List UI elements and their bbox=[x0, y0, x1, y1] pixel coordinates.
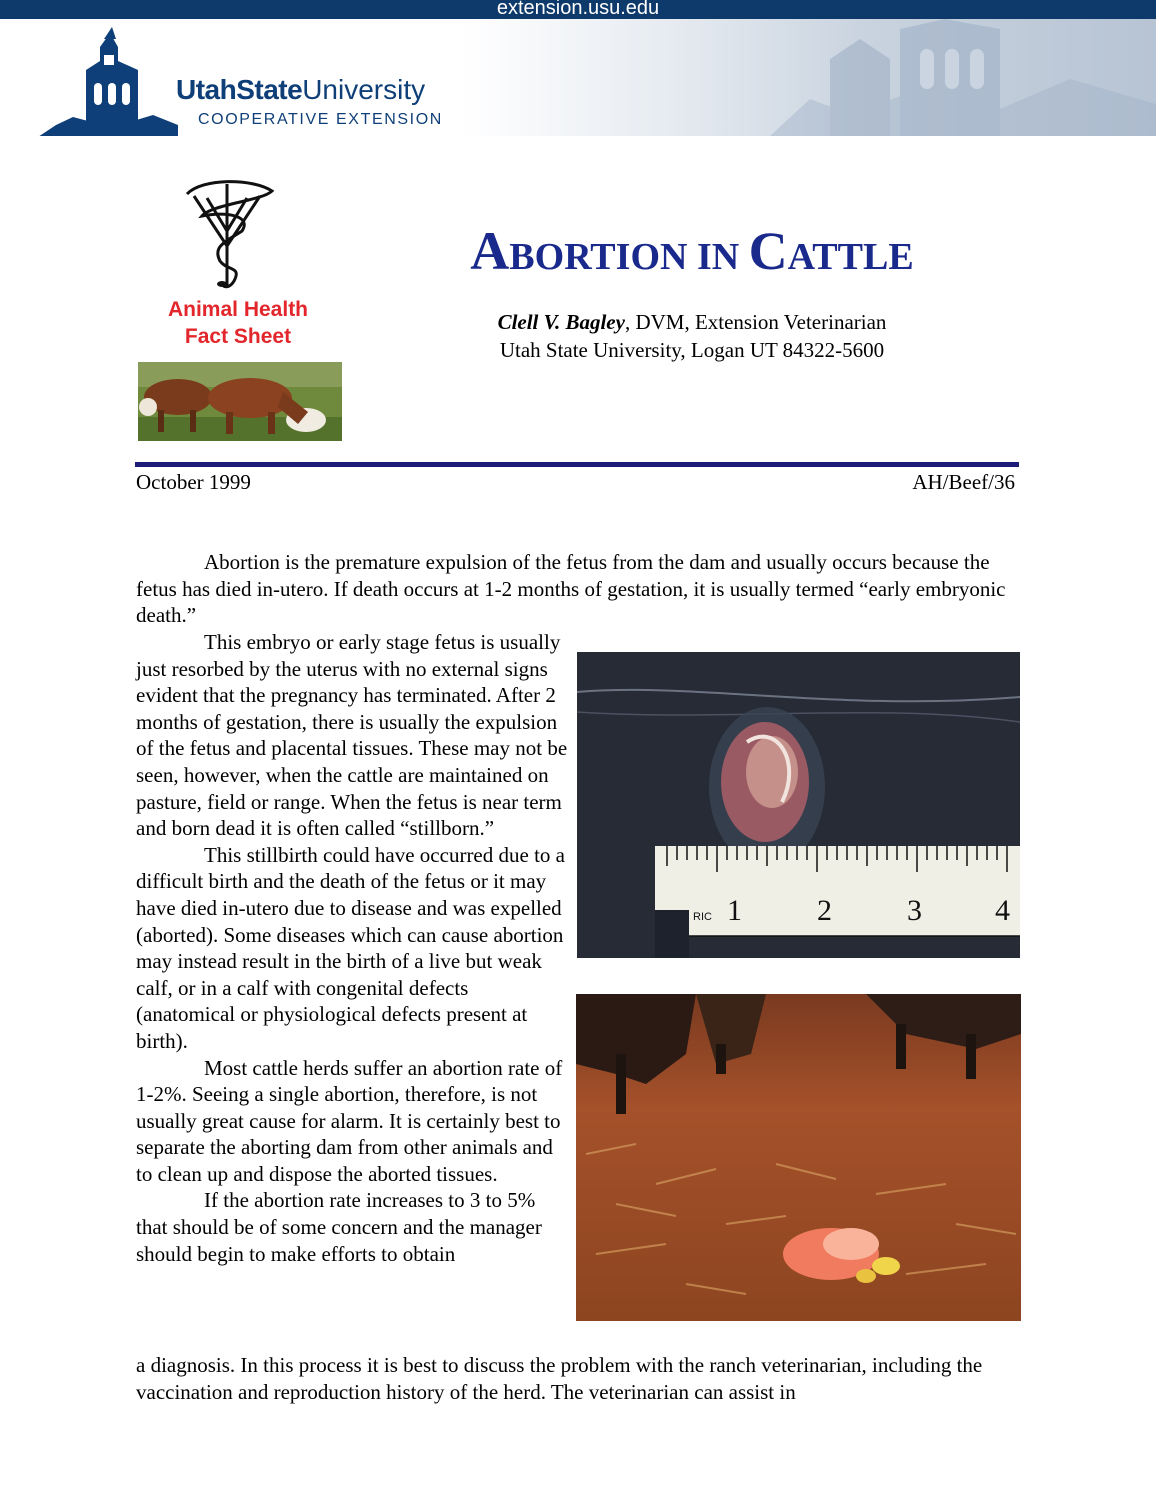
site-url[interactable]: extension.usu.edu bbox=[496, 0, 660, 19]
publication-code: AH/Beef/36 bbox=[912, 470, 1015, 494]
header-banner bbox=[0, 19, 1156, 136]
ruler-label: 2 bbox=[817, 894, 832, 927]
intro-paragraph: Abortion is the premature expulsion of the fetus from the dam and usually occurs because the fetus has died in-utero. If death occurs at 1-2 months of gestation, it is usually termed “early embryonic death.” bbox=[136, 550, 1006, 628]
cooperative-extension-label: COOPERATIVE EXTENSION bbox=[198, 111, 443, 128]
ruler-brand-text: RIC bbox=[693, 911, 712, 923]
page-title: ABORTION IN CATTLE bbox=[470, 221, 914, 281]
veterinary-caduceus-icon bbox=[172, 176, 282, 294]
ruler-label: 3 bbox=[907, 894, 922, 927]
aborted-fetus-on-straw-photo bbox=[576, 994, 1021, 1321]
fact-sheet-label: Animal Health Fact Sheet bbox=[167, 298, 309, 348]
header-divider bbox=[135, 462, 1019, 467]
paragraph: This stillbirth could have occurred due to a difficult birth and the death of the fetus or it may have died in-utero due to disease and was expelled (aborted). Some diseases which can cause abortion may instead result in the birth of a live but weak calf, or in a calf with congenital defects (anatomical or physiological defects present at birth). bbox=[136, 842, 565, 1053]
hereford-cattle-photo bbox=[138, 362, 342, 441]
paragraph: This embryo or early stage fetus is usually just resorbed by the uterus with no external signs evident that the pregnancy has terminated. After 2 months of gestation, there is usually the expulsion of the fetus and placental tissues. These may not be seen, however, when the cattle are maintained on pasture, field or range. When the fetus is near term and born dead it is often called “stillborn.” bbox=[136, 630, 568, 841]
paragraph: If the abortion rate increases to 3 to 5% that should be of some concern and the manager should begin to make efforts to obtain bbox=[136, 1188, 542, 1266]
author-name: Clell V. Bagley bbox=[497, 310, 625, 334]
ruler-label: 1 bbox=[727, 894, 742, 927]
usu-tower-logo-icon bbox=[38, 25, 178, 136]
author-byline: Clell V. Bagley, DVM, Extension Veterinarian Utah State University, Logan UT 84322-5600 bbox=[380, 308, 1004, 364]
ruler-label: 4 bbox=[995, 894, 1010, 927]
left-text-column bbox=[136, 629, 568, 1267]
paragraph: Most cattle herds suffer an abortion rate of 1-2%. Seeing a single abortion, therefore, is not usually great cause for alarm. It is certainly best to separate the aborting dam from other animals and to clean up and dispose the aborted tissues. bbox=[136, 1055, 563, 1186]
continued-paragraph: a diagnosis. In this process it is best to discuss the problem with the ranch veterinarian, including the vaccination and reproduction history of the herd. The veterinarian can assist in bbox=[136, 1353, 983, 1404]
banner-tower-watermark-icon bbox=[770, 19, 1156, 136]
top-url-bar bbox=[0, 0, 1156, 19]
author-address: Utah State University, Logan UT 84322-5600 bbox=[499, 338, 885, 362]
university-name: UtahStateUniversity bbox=[176, 74, 426, 105]
embryo-with-ruler-photo bbox=[577, 652, 1020, 958]
publication-date: October 1999 bbox=[136, 470, 251, 494]
